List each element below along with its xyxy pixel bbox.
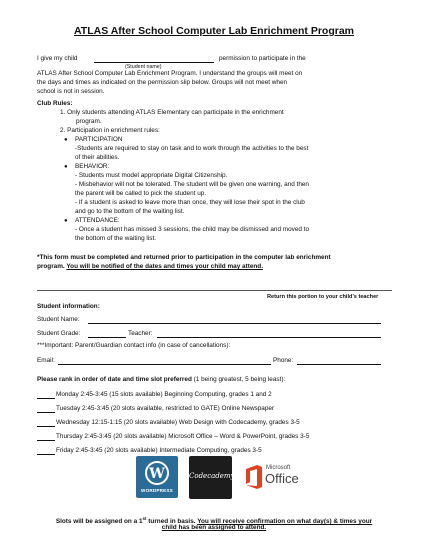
email-field[interactable] bbox=[58, 364, 271, 365]
student-info-heading: Student information: bbox=[37, 303, 100, 310]
svg-text:W: W bbox=[149, 466, 165, 482]
footer-turned-in: turned in basis. bbox=[146, 518, 198, 526]
footer-line-2: child has been assigned to attend. bbox=[161, 524, 267, 531]
rule-line: - Students must model appropriate Digital Citizenship. bbox=[75, 172, 228, 179]
rank-blank-friday[interactable] bbox=[37, 454, 55, 455]
bullet-icon: ● bbox=[64, 164, 68, 170]
rule-line: of their abilities. bbox=[75, 154, 120, 161]
permission-line: the days and times as indicated on the permission slip below. Groups will not meet when bbox=[37, 79, 288, 86]
rank-blank-monday[interactable] bbox=[37, 398, 55, 399]
notice-notified: You will be notified of the dates and times your child may attend. bbox=[66, 263, 263, 270]
slot-wednesday: Wednesday 12:15-1:15 (20 slots available) Web Design with Codecademy, grades 3-5 bbox=[56, 419, 300, 426]
rule-line: the bottom of the waiting list. bbox=[75, 235, 156, 242]
student-grade-label: Student Grade: bbox=[37, 330, 81, 337]
rule-line: - Misbehavior will not be tolerated. The student will be given one warning, and then bbox=[75, 181, 309, 188]
student-name-caption: (Student name) bbox=[125, 64, 162, 70]
rank-blank-wednesday[interactable] bbox=[37, 426, 55, 427]
microsoft-wordmark: Microsoft bbox=[266, 465, 291, 471]
rule-item: 2. Participation in enrichment rules: bbox=[60, 127, 160, 134]
rule-line: - Once a student has missed 3 sessions, the child may be dismissed and moved to bbox=[75, 226, 310, 233]
rule-line: the parent will be called to pick the student up. bbox=[75, 190, 207, 197]
notice-program: program. bbox=[37, 263, 65, 270]
footer-ordinal: st bbox=[142, 516, 147, 521]
teacher-label: Teacher: bbox=[128, 330, 153, 337]
notice-line: *This form must be completed and returned prior to participation in the computer lab enrichment bbox=[37, 254, 331, 261]
return-note: Return this portion to your child's teacher bbox=[267, 294, 379, 300]
office-wordmark: Office bbox=[265, 471, 299, 486]
rule-subhead: BEHAVIOR: bbox=[75, 163, 110, 170]
slot-friday: Friday 2:45-3:45 (20 slots available) Intermediate Computing, grades 3-5 bbox=[56, 447, 262, 454]
phone-field[interactable] bbox=[297, 364, 381, 365]
student-name-field[interactable] bbox=[88, 323, 381, 324]
teacher-field[interactable] bbox=[157, 337, 381, 338]
rule-line: -Students are required to stay on task and to work through the activities to the best bbox=[75, 145, 309, 152]
footer-assigned: Slots will be assigned on a 1 bbox=[55, 518, 143, 526]
wordpress-logo bbox=[136, 456, 178, 498]
rank-heading bbox=[37, 376, 285, 384]
bullet-icon: ● bbox=[64, 218, 68, 224]
notice-line bbox=[37, 263, 263, 271]
permission-line: school is not in session. bbox=[37, 88, 105, 95]
rank-blank-thursday[interactable] bbox=[37, 440, 55, 441]
student-name-label: Student Name: bbox=[37, 316, 80, 323]
rank-heading-rest: (1 being greatest, 5 being least): bbox=[191, 376, 286, 383]
rules-heading: Club Rules: bbox=[37, 100, 73, 107]
slot-thursday: Thursday 2:45-3:45 (20 slots available) Microsoft Office – Word & PowerPoint, grades 3-5 bbox=[56, 433, 310, 440]
important-note: ***Important: Parent/Guardian contact info (in case of cancellations): bbox=[37, 342, 231, 349]
rank-blank-tuesday[interactable] bbox=[37, 412, 55, 413]
codecademy-logo bbox=[189, 456, 235, 499]
email-label: Email: bbox=[37, 357, 55, 364]
footer-confirmation: You will receive confirmation on what day(s) & times your bbox=[197, 518, 373, 526]
wordpress-wordmark: WORDPRESS bbox=[141, 488, 173, 493]
rule-line: and go to the bottom of the waiting list. bbox=[75, 208, 185, 215]
student-grade-field[interactable] bbox=[88, 337, 126, 338]
rule-item: program. bbox=[76, 118, 102, 125]
cut-divider bbox=[37, 290, 392, 291]
rule-subhead: ATTENDANCE: bbox=[75, 217, 120, 224]
rule-subhead: PARTICIPATION bbox=[75, 136, 123, 143]
permission-text-end: permission to participate in the bbox=[219, 55, 306, 62]
rule-item: 1. Only students attending ATLAS Elementary can participate in the enrichment bbox=[60, 109, 284, 116]
slot-monday: Monday 2:45-3:45 (15 slots available) Beginning Computing, grades 1 and 2 bbox=[56, 391, 272, 398]
microsoft-office-logo bbox=[244, 460, 310, 496]
rank-heading-bold: Please rank in order of date and time slot preferred bbox=[37, 376, 192, 383]
phone-label: Phone: bbox=[273, 357, 294, 364]
permission-text-start: I give my child bbox=[37, 55, 78, 62]
slot-tuesday: Tuesday 2:45-3:45 (20 slots available, restricted to GATE) Online Newspaper bbox=[56, 405, 275, 412]
page-title: ATLAS After School Computer Lab Enrichment Program bbox=[73, 25, 355, 37]
codecademy-wordmark: Codecademy bbox=[189, 472, 235, 480]
bullet-icon: ● bbox=[64, 137, 68, 143]
permission-line: ATLAS After School Computer Lab Enrichment Program. I understand the groups will meet on bbox=[37, 70, 303, 77]
rule-line: - If a student is asked to leave more than once, they will lose their spot in the club bbox=[75, 199, 305, 206]
office-icon bbox=[244, 464, 264, 490]
